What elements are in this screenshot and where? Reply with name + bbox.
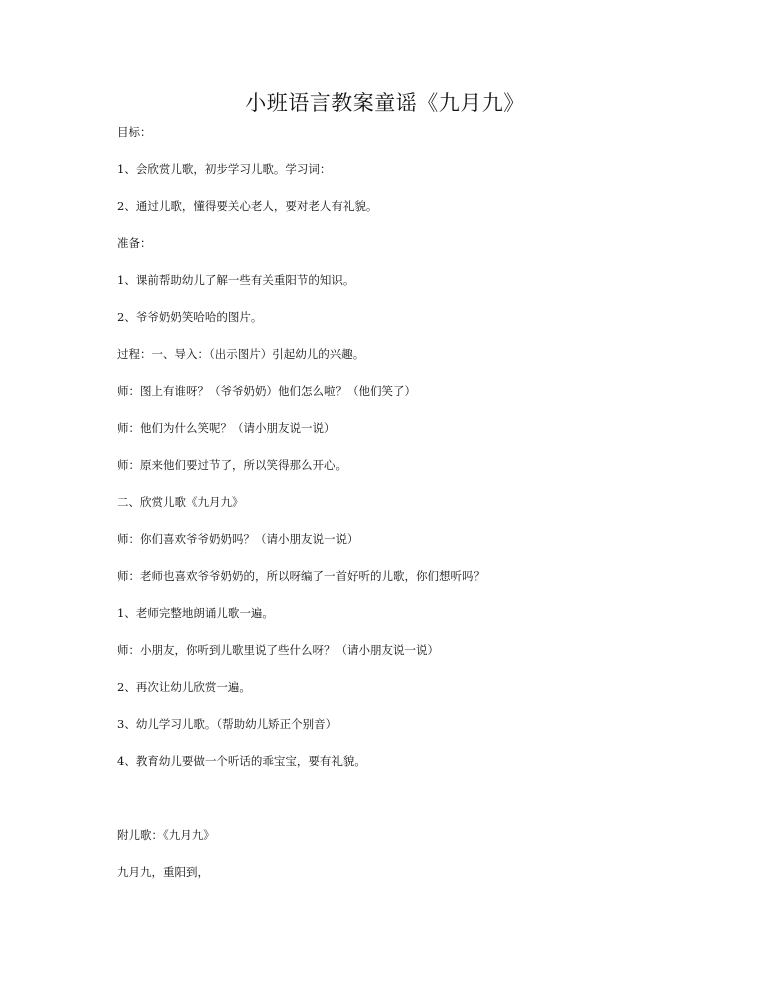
paragraph: 1、会欣赏儿歌，初步学习儿歌。学习词：: [117, 162, 332, 176]
paragraph-section-two: 二、欣赏儿歌《九月九》: [117, 495, 244, 509]
paragraph: 2、爷爷奶奶笑哈哈的图片。: [117, 310, 263, 324]
paragraph: 师：你们喜欢爷爷奶奶吗？（请小朋友说一说）: [117, 532, 359, 546]
paragraph: 1、课前帮助幼儿了解一些有关重阳节的知识。: [117, 273, 355, 287]
paragraph: 师：老师也喜欢爷爷奶奶的，所以呀编了一首好听的儿歌，你们想听吗？: [117, 569, 485, 583]
paragraph-goals-heading: 目标：: [117, 125, 152, 139]
page-title: 小班语言教案童谣《九月九》: [245, 91, 525, 115]
paragraph: 师：图上有谁呀？（爷爷奶奶）他们怎么啦？（他们笑了）: [117, 384, 416, 398]
paragraph: 师：原来他们要过节了，所以笑得那么开心。: [117, 458, 347, 472]
paragraph: 2、通过儿歌，懂得要关心老人，要对老人有礼貌。: [117, 199, 378, 213]
paragraph: 2、再次让幼儿欣赏一遍。: [117, 680, 251, 694]
paragraph: 师：他们为什么笑呢？（请小朋友说一说）: [117, 421, 336, 435]
paragraph-process-heading: 过程：一、导入：（出示图片）引起幼儿的兴趣。: [117, 347, 365, 361]
paragraph: 3、幼儿学习儿歌。（帮助幼儿矫正个别音）: [117, 717, 338, 731]
paragraph-preparation-heading: 准备：: [117, 236, 152, 250]
paragraph: 师：小朋友，你听到儿歌里说了些什么呀？（请小朋友说一说）: [117, 643, 439, 657]
paragraph: 1、老师完整地朗诵儿歌一遍。: [117, 606, 274, 620]
paragraph: 4、教育幼儿要做一个听话的乖宝宝，要有礼貌。: [117, 754, 366, 768]
paragraph-appendix-heading: 附儿歌：《九月九》: [117, 828, 215, 842]
paragraph-rhyme-line: 九月九，重阳到，: [117, 865, 209, 879]
